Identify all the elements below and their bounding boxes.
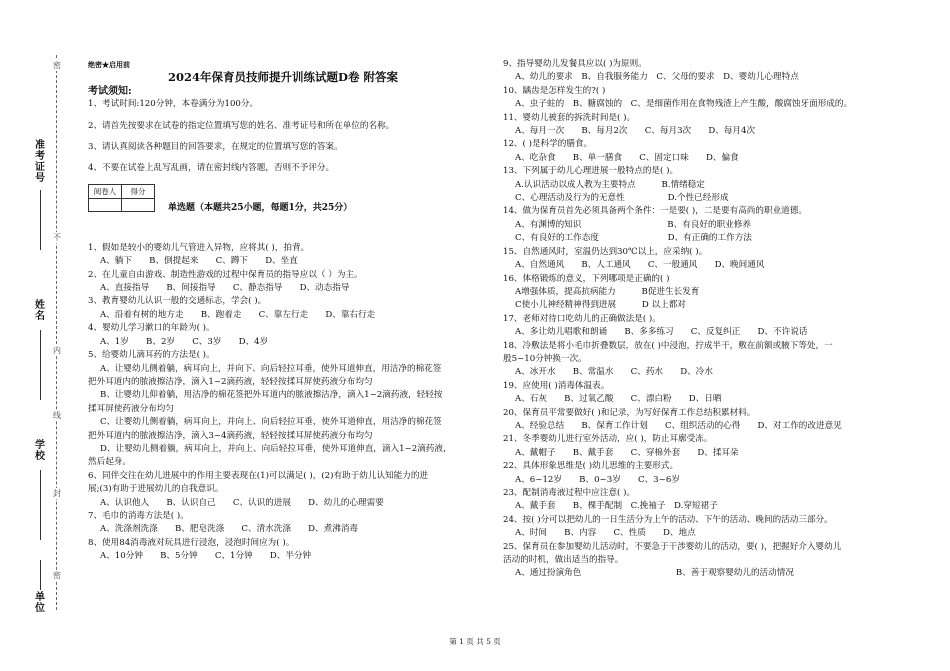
left-questions <box>88 242 488 564</box>
question-line: 4、婴幼儿学习漱口的年龄为( )。 <box>88 323 215 334</box>
seal-char: 不 <box>53 233 61 242</box>
question-line: 3、教育婴幼儿认识一般的交通标志，学会( )。 <box>88 296 267 307</box>
question-line: 21、冬季婴幼儿进行室外活动，应( )，防止耳廓受冻。 <box>503 434 713 445</box>
seal-char: 密 <box>53 571 61 580</box>
question-line: 7、毛巾的消毒方法是( )。 <box>88 510 189 521</box>
answer-options: A、6~12岁 B、0~3岁 C、3~6岁 <box>515 474 680 485</box>
answer-options: A、戴手套 B、棵手配制 C.挽袖子 D.穿短裙子 <box>515 501 718 512</box>
reviewer-cell[interactable] <box>89 199 122 212</box>
unit-label: 单位 <box>35 592 45 614</box>
answer-options: D、让婴幼儿侧着躺，病耳向上，并向上、向后轻拉耳垂，使外耳道伸直，滴入1~2滴药液， <box>100 443 452 454</box>
question-line: 5、给婴幼儿滴耳药的方法是( )。 <box>88 350 215 361</box>
answer-options: A、让婴幼儿侧着躺，病耳向上，并向下、向后轻拉耳垂，使外耳道伸直，用洁净的棉花签 <box>100 363 442 374</box>
answer-options: A、经验总结 B、保育工作计划 C、组织活动的心得 D、对工作的改进意见 <box>515 420 842 431</box>
name-field[interactable] <box>40 330 41 400</box>
notice-item: 3、请认真阅读各种题目的回答要求，在规定的位置填写您的答案。 <box>88 142 343 153</box>
notice-list <box>88 98 488 176</box>
answer-options: A、通过扮演角色 B、善于观察婴幼儿的活动情况 <box>515 568 794 579</box>
score-box <box>88 184 155 212</box>
page-title: 2024年保育员技师提升训练试题D卷 附答案 <box>168 70 398 85</box>
question-line: 8、使用84消毒液对玩具进行浸泡，浸泡时间应为( )。 <box>88 537 295 548</box>
secret-mark: 绝密★启用前 <box>88 60 130 69</box>
school-label: 学校 <box>35 440 45 462</box>
unit-field[interactable] <box>40 560 41 590</box>
question-line: 22、具体形象思维是( )幼儿思维的主要形式。 <box>503 461 679 472</box>
answer-options: A、戴帽子 B、戴手套 C、穿棉外套 D、揉耳朵 <box>515 447 739 458</box>
question-line: 1、假如是较小的婴幼儿气管进入异物，应将其( )，拍背。 <box>88 242 310 253</box>
answer-options: C、让婴幼儿侧着躺，病耳向上，并向上、向后轻拉耳垂，使外耳道伸直，用洁净的棉花签 <box>100 417 442 428</box>
answer-options: A.认识活动以成人教为主要特点 B.情绪稳定 <box>515 179 705 190</box>
answer-options: A增强体质，提高抗病能力 B促进生长发育 <box>515 286 700 297</box>
answer-options: A、虫子蛀的 B、糖腐蚀的 C、是细菌作用在食物残渣上产生酸，酸腐蚀牙面形成的。 <box>515 99 853 110</box>
right-questions <box>503 71 903 580</box>
answer-options: A、有渊博的知识 B、有良好的职业修养 <box>515 219 751 230</box>
left-column <box>88 58 488 564</box>
question-line: 18、冷敷法是将小毛巾折叠数层，放在( )中浸泡，拧成半干，敷在前额或腋下等处，一 <box>503 340 833 351</box>
answer-options: A、1岁 B、2岁 C、3岁 D、4岁 <box>100 336 269 347</box>
answer-options: C使小儿神经精神得到进展 D 以上都对 <box>515 300 686 311</box>
question-line: 11、婴幼儿被套的拆洗时间是( )。 <box>503 112 636 123</box>
answer-options: A、冰开水 B、常温水 C、药水 D、冷水 <box>515 367 713 378</box>
answer-options: A、直接指导 B、间接指导 C、静态指导 D、动态指导 <box>100 283 350 294</box>
question-line: 17、老师对待口吃幼儿的正确做法是( )。 <box>503 313 661 324</box>
question-line: 揉耳屏使药液分布均匀 <box>88 403 174 414</box>
answer-options: B、让婴幼儿仰着躺，用洁净的棉花签把外耳道内的脓液擦洁净，滴入1~2滴药液，轻轻按 <box>100 390 443 401</box>
question-line: 2、在儿童自由游戏、制造性游戏的过程中保育员的指导应以（ ）为主。 <box>88 269 363 280</box>
question-line: 13、下列属于幼儿心理进展一般特点的是( )。 <box>503 166 679 177</box>
answer-options: A、洗涤剂洗涤 B、肥皂洗涤 C、清水洗涤 D、煮沸消毒 <box>100 524 359 535</box>
answer-options: A、石灰 B、过氧乙酸 C、漂白粉 D、日晒 <box>515 394 722 405</box>
seal-char: 内 <box>53 346 61 355</box>
question-line: 般5~10分钟换一次。 <box>503 353 587 364</box>
question-line: 23、配制消毒液过程中应注意( )。 <box>503 488 636 498</box>
question-line: 12、( )是科学的膳食。 <box>503 139 593 150</box>
question-line: 15、自然通风时，室温仍达到30℃以上，应采纳( )。 <box>503 246 708 257</box>
right-column <box>503 58 903 581</box>
question-line: 16、体格锻炼的意义，下列哪项是正确的( ) <box>503 273 670 284</box>
question-line: 展;(3)有助于进展幼儿的自我意识。 <box>88 484 224 495</box>
question-line: 14、做为保育员首先必须具备两个条件：一是要( )，二是要有高尚的职业道德。 <box>503 206 807 217</box>
seal-char: 密 <box>53 61 61 70</box>
question-line: 9、指导婴幼儿发餐具应以( )为原则。 <box>503 59 647 69</box>
answer-options: C、有良好的工作态度 D、有正确的工作方法 <box>515 233 752 244</box>
seal-char: 封 <box>53 489 61 498</box>
question-line: 25、保育员在参加婴幼儿活动时，不要急于干涉婴幼儿的活动，要( )，把握好介入婴幼儿 <box>503 541 842 552</box>
question-line: 然后起身。 <box>88 457 131 468</box>
page-footer: 第 1 页 共 5 页 <box>449 637 501 646</box>
notice-item: 4、不要在试卷上乱写乱画，请在密封线内答题，否则不予评分。 <box>88 163 335 174</box>
school-field[interactable] <box>40 470 41 540</box>
section-heading: 单选题（本题共25小题，每题1分，共25分） <box>168 202 353 213</box>
question-line: 活动的时机，做出适当的指导。 <box>503 555 624 566</box>
question-line: 24、按( )分可以把幼儿的一日生活分为上午的活动、下午的活动、晚间的活动三部分。 <box>503 514 833 525</box>
question-line: 20、保育员平常要做好( )和记录，为写好保育工作总结积累材料。 <box>503 407 756 418</box>
answer-options: A、多让幼儿唱歌和朗诵 B、多多练习 C、反复纠正 D、不许说话 <box>515 327 808 338</box>
notice-heading: 考试须知: <box>88 85 132 97</box>
binding-margin <box>0 0 82 671</box>
exam-id-label: 准考证号 <box>35 140 45 184</box>
answer-options: A、时间 B、内容 C、性质 D、地点 <box>515 528 696 539</box>
answer-options: A、自然通风 B、人工通风 C、一般通风 D、晚间通风 <box>515 260 765 271</box>
notice-item: 1、考试时间:120分钟，本卷满分为100分。 <box>88 99 259 110</box>
name-label: 姓名 <box>35 300 45 322</box>
answer-options: A、10分钟 B、5分钟 C、1分钟 D、半分钟 <box>100 551 312 562</box>
seal-line <box>56 55 57 610</box>
answer-options: A、幼儿的要求 B、自我服务能力 C、父母的要求 D、婴幼儿心理特点 <box>515 72 799 83</box>
question-line: 把外耳道内的脓液擦洁净，滴入1~2滴药液，轻轻按揉耳屏使药液分布均匀 <box>88 376 373 387</box>
score-cell[interactable] <box>122 199 155 212</box>
question-line: 6、同伴交往在幼儿进展中的作用主要表现在(1)可以满足( )，(2)有助于幼儿认知能力的进 <box>88 470 429 481</box>
answer-options: A、躺下 B、倒提起来 C、蹲下 D、坐直 <box>100 256 298 267</box>
answer-options: A、沿着有树的地方走 B、跑着走 C、靠左行走 D、靠右行走 <box>100 309 376 320</box>
answer-options: A、吃杂食 B、单一膳食 C、固定口味 D、偏食 <box>515 152 739 163</box>
reviewer-label: 阅卷人 <box>89 184 122 198</box>
score-label: 得分 <box>122 184 155 198</box>
question-line: 10、龋齿是怎样发生的?( ) <box>503 85 606 96</box>
question-line: 19、应使用( )消毒体温表。 <box>503 380 610 391</box>
score-row <box>88 184 488 224</box>
answer-options: A、每月一次 B、每月2次 C、每月3次 D、每月4次 <box>515 126 756 137</box>
answer-options: C、心理活动及行为的无意性 D.个性已经形成 <box>515 193 729 204</box>
notice-item: 2、请首先按要求在试卷的指定位置填写您的姓名、准考证号和所在单位的名称。 <box>88 120 395 131</box>
seal-char: 线 <box>53 411 61 420</box>
answer-options: A、认识他人 B、认识自己 C、认识的进展 D、幼儿的心理需要 <box>100 497 384 508</box>
question-line: 把外耳道内的脓液擦洁净，滴入3~4滴药液，轻轻按揉耳屏使药液分布均匀 <box>88 430 373 441</box>
exam-id-field[interactable] <box>40 190 41 250</box>
